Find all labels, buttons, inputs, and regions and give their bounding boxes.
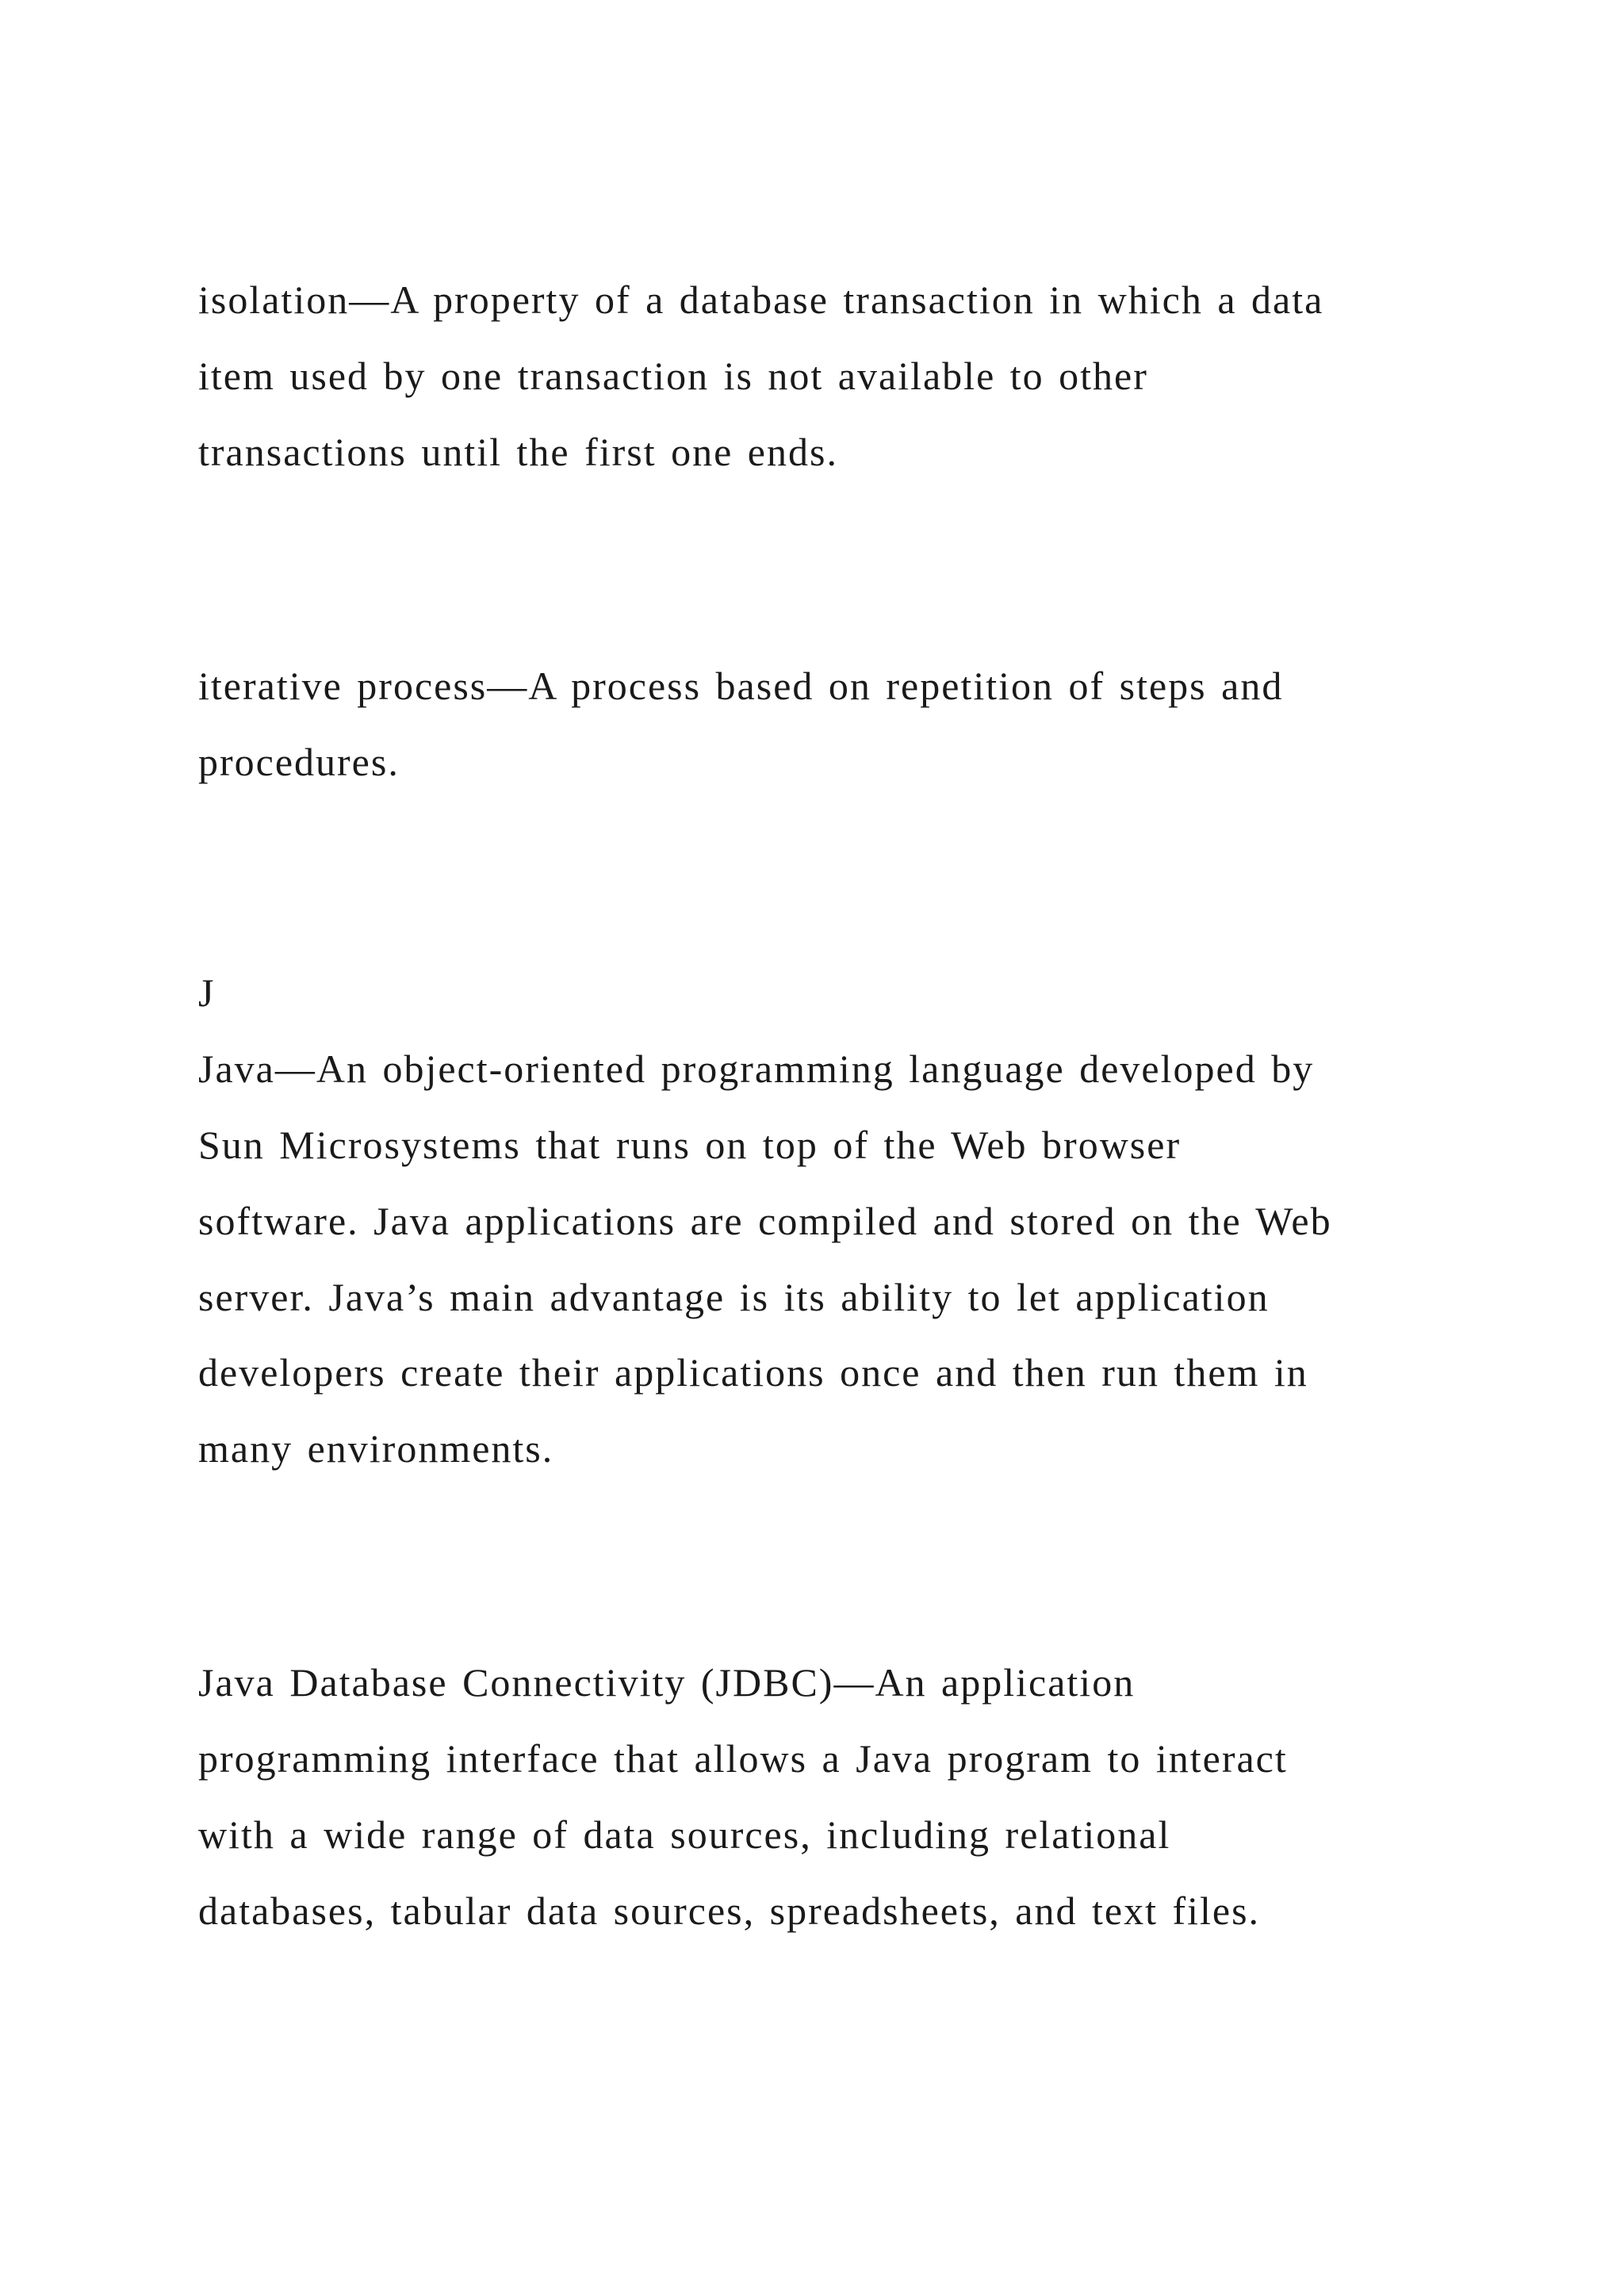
text-line: server. Java’s main advantage is its ability to let application — [198, 1275, 1270, 1319]
text-line: Java Database Connectivity (JDBC)—An application — [198, 1660, 1136, 1705]
text-line: Sun Microsystems that runs on top of the Web browser — [198, 1123, 1182, 1167]
section-letter: J — [198, 970, 216, 1015]
text-line: item used by one transaction is not available to other — [198, 354, 1148, 398]
text-line: isolation—A property of a database transaction in which a data — [198, 277, 1324, 322]
text-line: iterative process—A process based on repetition of steps and — [198, 664, 1284, 708]
text-line: Java—An object-oriented programming language developed by — [198, 1047, 1315, 1091]
text-line: with a wide range of data sources, including relational — [198, 1812, 1171, 1857]
text-line: developers create their applications once and then run them in — [198, 1350, 1308, 1395]
text-line: programming interface that allows a Java program to interact — [198, 1736, 1288, 1781]
text-line: software. Java applications are compiled and stored on the Web — [198, 1199, 1332, 1243]
text-line: many environments. — [198, 1426, 554, 1471]
text-line: databases, tabular data sources, spreadsheets, and text files. — [198, 1888, 1261, 1933]
text-line: procedures. — [198, 740, 400, 784]
text-line: transactions until the first one ends. — [198, 430, 838, 474]
